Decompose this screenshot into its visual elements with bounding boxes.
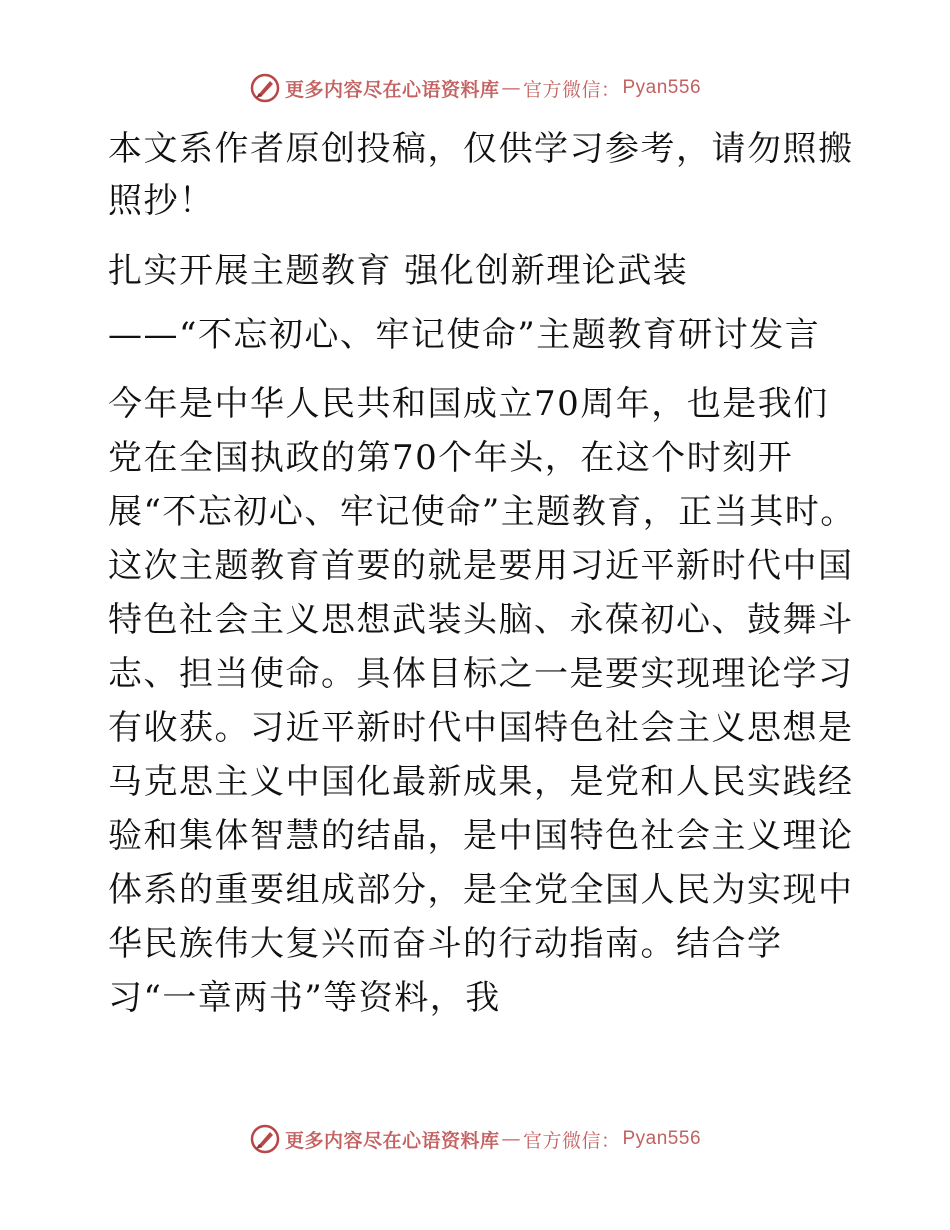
body-paragraph: 今年是中华人民共和国成立70周年，也是我们党在全国执政的第70个年头，在这个时刻开展“不忘初心、牢记使命”主题教育，正当其时。这次主题教育首要的就是要用习近平新时代中国特色社会主义思想武装头脑、永葆初心、鼓舞斗志、担当使命。具体目标之一是要实现理论学习有收获。习近平新时代中国特色社会主义思想是马克思主义中国化最新成果，是党和人民实践经验和集体智慧的结晶，是中国特色社会主义理论体系的重要组成部分，是全党全国人民为实现中华民族伟大复兴而奋斗的行动指南。结合学习“一章两书”等资料，我: [108, 384, 856, 1018]
banner-wechat-id: Pyan556: [622, 1128, 702, 1149]
footer-banner: [0, 1123, 950, 1155]
document-content: [98, 123, 858, 1025]
banner-wechat-id: Pyan556: [622, 77, 702, 98]
copyright-notice: 本文系作者原创投稿，仅供学习参考，请勿照搬照抄！: [108, 129, 854, 221]
header-banner: [0, 72, 950, 104]
banner-text: 更多内容尽在心语资料库: [284, 78, 500, 101]
pen-logo-icon: [249, 1123, 281, 1155]
banner-wechat-label: 官方微信：: [522, 78, 621, 101]
document-subtitle: ——“不忘初心、牢记使命”主题教育研讨发言: [108, 315, 821, 355]
banner-separator: —: [501, 77, 521, 99]
document-title: 扎实开展主题教育 强化创新理论武装: [108, 251, 689, 291]
pen-logo-icon: [249, 72, 281, 104]
banner-separator: —: [501, 1128, 521, 1150]
banner-text: 更多内容尽在心语资料库: [284, 1129, 500, 1152]
banner-wechat-label: 官方微信：: [522, 1129, 621, 1152]
